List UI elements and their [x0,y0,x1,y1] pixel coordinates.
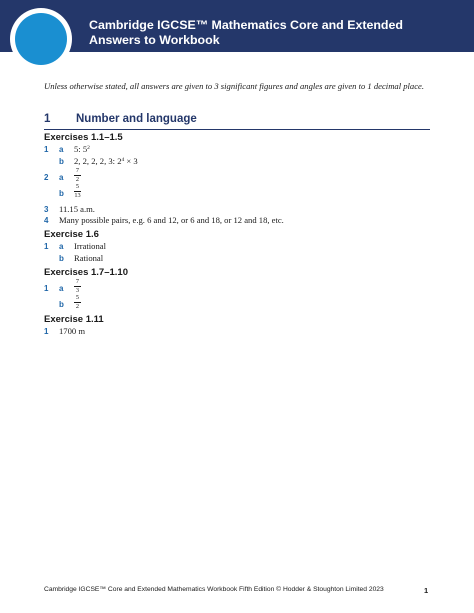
part-label: a [59,145,64,154]
answer-text [74,144,90,154]
title-line-1: Cambridge IGCSE™ Mathematics Core and Extended [89,18,403,32]
part-label: b [59,157,64,166]
answer-main: 2, 2, 2, 2, 3: 2 [74,156,122,166]
answer-exponent: 2 [87,145,90,151]
title-line-2: Answers to Workbook [89,33,220,47]
part-label: a [59,173,64,182]
answer-text: 1700 m [59,326,86,336]
answer-text: 11.15 a.m. [59,204,95,214]
answer-main: 5: 5 [74,144,88,154]
fraction [74,294,81,310]
answer-text: Irrational [74,241,106,251]
denominator: 2 [75,303,80,310]
question-number: 3 [44,205,49,214]
answer-tail: × 3 [124,156,138,166]
section-heading-4: Exercise 1.11 [44,314,104,325]
answer-text: Many possible pairs, e.g. 6 and 12, or 6 and 18, or 12 and 18, etc. [59,215,284,225]
answer-exponent: 4 [121,157,125,163]
fraction [74,278,81,294]
question-number: 1 [44,145,49,154]
question-number: 1 [44,284,49,293]
part-label: b [59,300,64,309]
chapter-number: 1 [44,113,51,125]
numerator: 7 [75,167,80,174]
denominator: 3 [75,287,80,294]
fraction [74,183,81,199]
section-heading-3: Exercises 1.7–1.10 [44,267,128,278]
answer-text [74,156,138,166]
intro-note: Unless otherwise stated, all answers are given to 3 significant figures and angles are given to 1 decimal place. [44,81,424,91]
part-label: b [59,189,64,198]
question-number: 1 [44,242,49,251]
part-label: a [59,242,64,251]
chapter-title: Number and language [76,113,197,125]
section-heading-1: Exercises 1.1–1.5 [44,132,123,143]
numerator: 5 [75,183,80,190]
numerator: 5 [75,294,80,301]
fraction [74,167,81,183]
question-number: 1 [44,327,49,336]
question-number: 4 [44,216,49,225]
page-number: 1 [424,586,429,595]
numerator: 7 [75,278,80,285]
chapter-heading [44,112,430,130]
denominator: 2 [75,176,80,183]
document-title [89,18,403,48]
part-label: b [59,254,64,263]
answer-text: Rational [74,253,104,263]
denominator: 13 [74,192,81,199]
part-label: a [59,284,64,293]
section-heading-2: Exercise 1.6 [44,229,99,240]
question-number: 2 [44,173,49,182]
logo-disc [15,13,67,65]
footer-text: Cambridge IGCSE™ Core and Extended Mathematics Workbook Fifth Edition © Hodder & Stoughton Limited 2023 [44,586,384,593]
